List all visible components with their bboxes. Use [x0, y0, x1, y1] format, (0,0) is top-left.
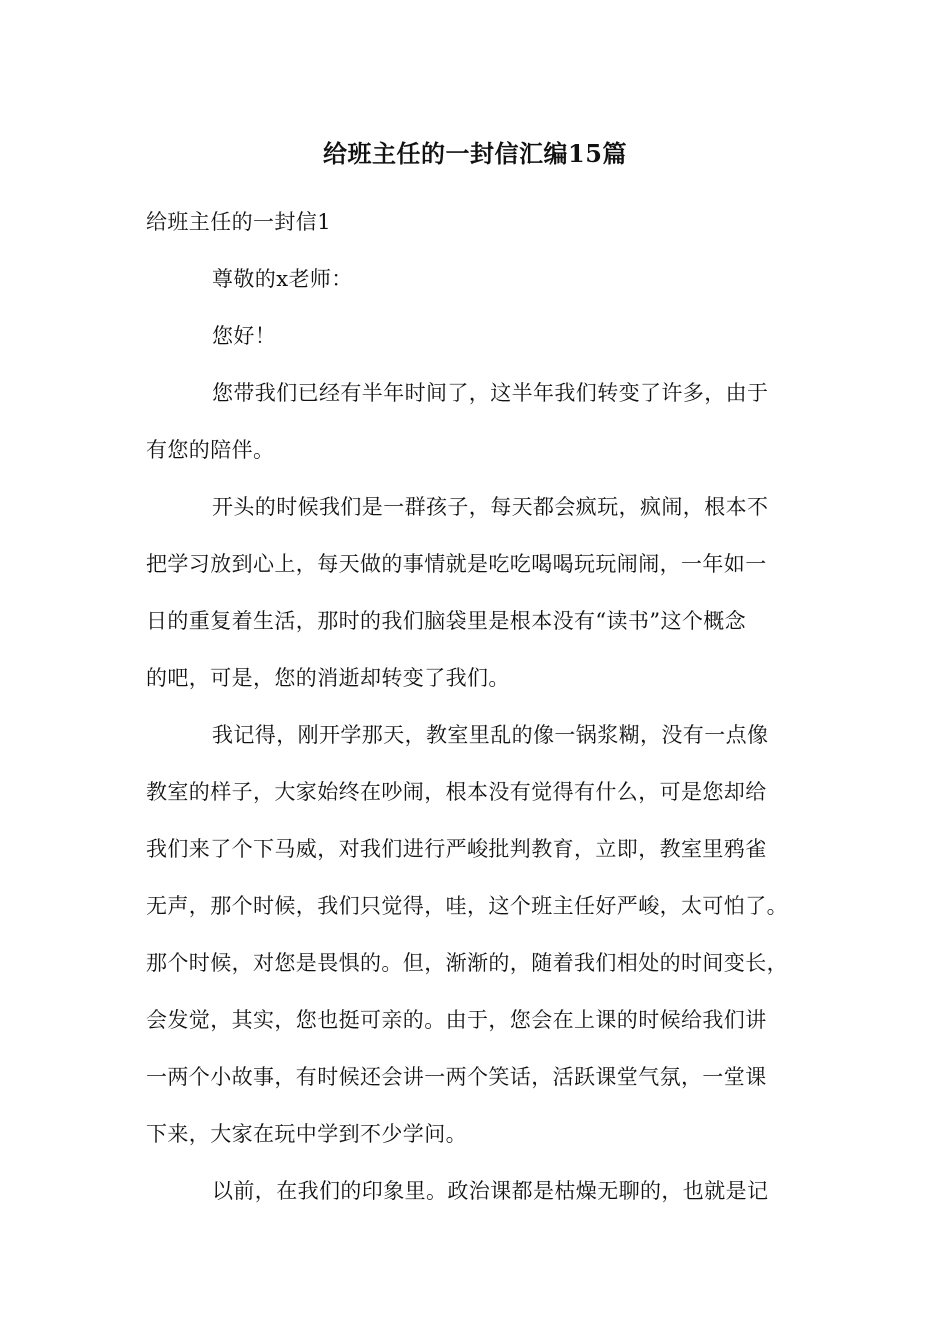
paragraph-line: 教室的样子，大家始终在吵闹，根本没有觉得有什么，可是您却给 — [146, 780, 767, 804]
paragraph-line: 我记得，刚开学那天，教室里乱的像一锅浆糊，没有一点像 — [212, 723, 769, 747]
paragraph-line: 下来，大家在玩中学到不少学问。 — [146, 1122, 467, 1146]
document-title: 给班主任的一封信汇编15篇 — [323, 139, 627, 168]
paragraph-line: 把学习放到心上，每天做的事情就是吃吃喝喝玩玩闹闹，一年如一 — [146, 552, 767, 576]
paragraph-line: 开头的时候我们是一群孩子，每天都会疯玩，疯闹，根本不 — [212, 495, 769, 519]
paragraph-line: 我们来了个下马威，对我们进行严峻批判教育，立即，教室里鸦雀 — [146, 837, 767, 861]
paragraph-line: 一两个小故事，有时候还会讲一两个笑话，活跃课堂气氛，一堂课 — [146, 1065, 767, 1089]
section-heading: 给班主任的一封信1 — [146, 210, 331, 234]
salutation: 尊敬的x老师： — [212, 267, 353, 291]
paragraph-line: 的吧，可是，您的消逝却转变了我们。 — [146, 666, 510, 690]
paragraph-line: 那个时候，对您是畏惧的。但，渐渐的，随着我们相处的时间变长， — [146, 951, 788, 975]
paragraph-line: 以前，在我们的印象里。政治课都是枯燥无聊的，也就是记 — [212, 1179, 769, 1203]
paragraph-line: 无声，那个时候，我们只觉得，哇，这个班主任好严峻，太可怕了。 — [146, 894, 788, 918]
paragraph-line: 有您的陪伴。 — [146, 438, 275, 462]
paragraph-line: 您带我们已经有半年时间了，这半年我们转变了许多，由于 — [212, 381, 769, 405]
paragraph-line: 日的重复着生活，那时的我们脑袋里是根本没有“读书”这个概念 — [146, 609, 747, 633]
greeting: 您好！ — [212, 324, 277, 348]
paragraph-line: 会发觉，其实，您也挺可亲的。由于，您会在上课的时候给我们讲 — [146, 1008, 767, 1032]
